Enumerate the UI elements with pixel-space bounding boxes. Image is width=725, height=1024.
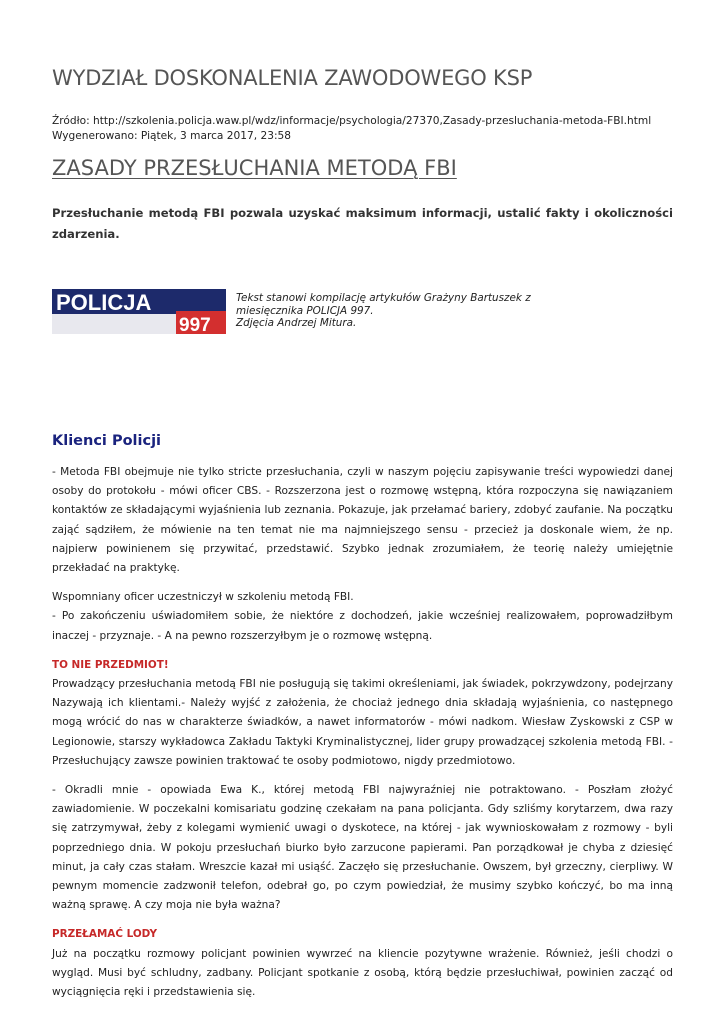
source-line: Źródło: http://szkolenia.policja.waw.pl/wdz/informacje/psychologia/27370,Zasady-przesluchania-metoda-FBI.html [52,115,652,127]
body-paragraph: - Metoda FBI obejmuje nie tylko stricte przesłuchania, czyli w naszym pojęciu zapisywanie treści wypowiedzi danej osoby do protokołu - mówi oficer CBS. - Rozszerzona jest o rozmowę wstępną, która rozpoczyna się nawiązaniem kontaktów ze składającymi wyjaśnienia lub zeznania. Pokazuje, jak przełamać bariery, zdobyć zaufanie. Na początku zająć sądziłem, że mówienie na ten temat nie ma najmniejszego sensu - przecież ja doskonale wiem, że np. najpierw powinienem się przywitać, przedstawić. Szybko jednak zrozumiałem, że teorię należy umiejętnie przekładać na praktykę. [52,466,673,575]
body-paragraph: - Okradli mnie - opowiada Ewa K., której metodą FBI najwyraźniej nie potraktowano. - Poszłam złożyć zawiadomienie. W poczekalni komisariatu godzinę czekałam na pana policjanta. Gdy szliśmy korytarzem, dwa razy się zatrzymywał, żeby z kolegami wymienić uwagi o dyskotece, na której - jak wywnioskowałam z rozmowy - byli poprzedniego dnia. W pokoju przesłuchań biurko było zarzucone papierami. Pan porządkował je chyba z dziesięć minut, ja cały czas stałam. Wreszcie kazał mi usiąść. Zaczęło się przesłuchanie. Owszem, był grzeczny, cierpliwy. W pewnym momencie zadzwonił telefon, odebrał go, po czym powiedział, że musimy szybko kończyć, bo ma inną ważną sprawę. A czy moja nie była ważna? [52,784,673,912]
logo-number: 997 [179,315,211,334]
section-heading: Klienci Policji [52,433,162,449]
article-title: ZASADY PRZESŁUCHANIA METODĄ FBI [52,156,457,180]
generated-line: Wygenerowano: Piątek, 3 marca 2017, 23:58 [52,130,292,142]
policja-997-logo [52,289,226,334]
site-title: WYDZIAŁ DOSKONALENIA ZAWODOWEGO KSP [52,66,533,90]
article-credits [236,292,556,330]
body-paragraph: Prowadzący przesłuchania metodą FBI nie posługują się takimi określeniami, jak świadek, pokrzywdzony, podejrzany Nazywają ich klientami.- Należy wyjść z założenia, że chociaż jednego dnia składają wyjaśnienia, co następnego mogą wrócić do nas w charakterze świadków, a nawet informatorów - mówi nadkom. Wiesław Zyskowski z CSP w Legionowie, starszy wykładowca Zakładu Taktyki Kryminalistycznej, lider grupy prowadzącej szkolenia metodą FBI. - Przesłuchujący zawsze powinien traktować te osoby podmiotowo, nigdy przedmiotowo. [52,678,673,767]
logo-word: POLICJA [56,290,152,315]
subheading-to-nie-przedmiot: TO NIE PRZEDMIOT! [52,658,169,671]
credits-line: Tekst stanowi kompilację artykułów Grażyny Bartuszek z [236,292,531,304]
credits-line: miesięcznika POLICJA 997. [236,304,374,317]
logo-light-band [52,314,176,334]
policja-logo-graphic [52,289,226,334]
body-paragraph: Wspomniany oficer uczestniczył w szkoleniu metodą FBI. [52,591,354,604]
article-body [52,463,673,1002]
credits-line: Zdjęcia Andrzej Mitura. [236,317,357,329]
source-info [52,114,673,144]
body-paragraph: - Po zakończeniu uświadomiłem sobie, że niektóre z dochodzeń, jakie wcześniej realizowałem, poprowadziłbym inaczej - przyznaje. - A na pewno rozszerzyłbym je o rozmowę wstępną. [52,610,673,642]
article-lead: Przesłuchanie metodą FBI pozwala uzyskać maksimum informacji, ustalić fakty i okoliczności zdarzenia. [52,206,673,241]
subheading-przelamac-lody: PRZEŁAMAĆ LODY [52,928,158,941]
body-paragraph: Już na początku rozmowy policjant powinien wywrzeć na kliencie pozytywne wrażenie. Również, jeśli chodzi o wygląd. Musi być schludny, zadbany. Policjant spotkanie z osobą, którą będzie przesłuchiwał, powinien zacząć od wyciągnięcia ręki i przedstawienia się. [52,947,673,999]
